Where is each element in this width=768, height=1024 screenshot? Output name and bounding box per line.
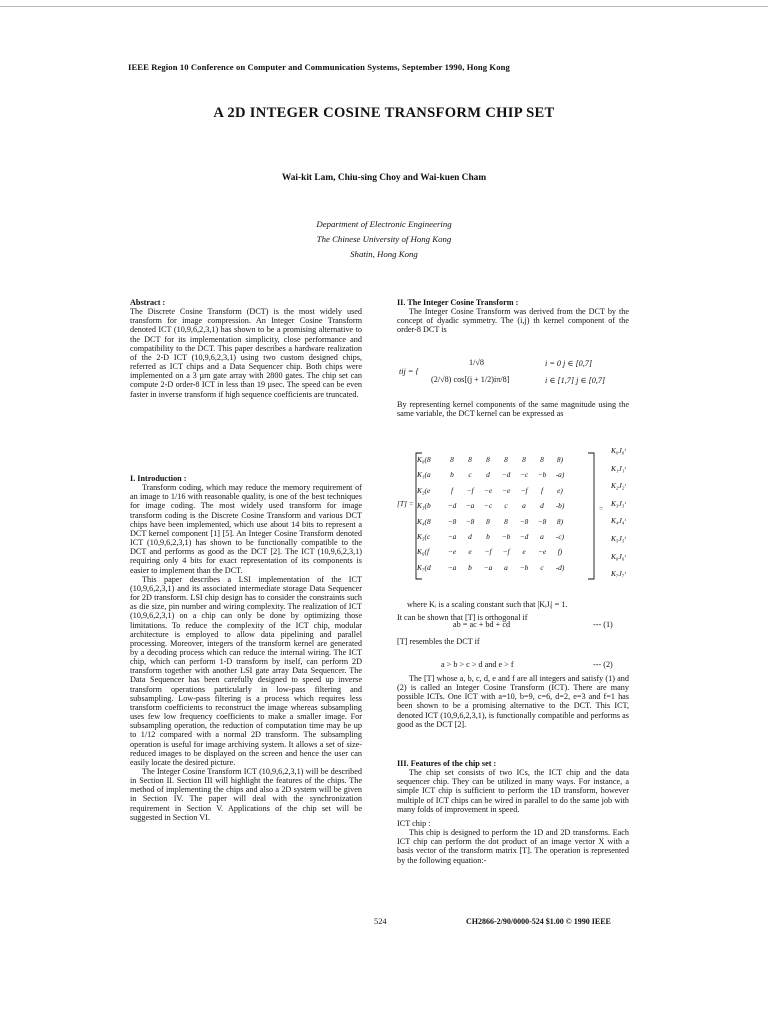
matrix-cell: c [468,470,472,480]
features-paragraph-2: This chip is designed to perform the 1D and 2D transforms. Each ICT chip can perform the dot product of an image vector X with a basis vector of the transform matrix [T]. The operation is represented by the following equation:- [397,828,629,865]
affiliation-univ: The Chinese University of Hong Kong [316,234,452,244]
ict-chip-label: ICT chip : [397,818,431,828]
top-rule [0,6,768,7]
matrix-cell: f [540,485,544,495]
formula-case-1-cond: i = 0 j ∈ [0,7] [545,359,593,368]
matrix-cell: 8 [540,455,544,464]
matrix-cell: −8 [465,516,475,526]
matrix-cell: K₄(8 [417,516,431,526]
kk-entry: K₄J₄ᵗ [611,516,626,526]
features-section [397,759,629,865]
formula-case-2: (2/√8) cos[(j + 1/2)iπ/8] [431,375,510,384]
matrix-row [417,501,569,510]
kk-entry: K₂J₂ᵗ [611,481,626,491]
matrix-cell: K₆(f [417,547,430,557]
matrix-cell: 8 [486,516,490,526]
matrix-cell: 8 [450,455,454,464]
features-paragraph-1: The chip set consists of two ICs, the ICT chip and the data sequencer chip. They can be utilized in many ways. For instance, a simple ICT chip is sufficient to perform the 1D transform, however multiple of ICT chips can be wired in parallel to do the same job with many folds of improvement in speed. [397,768,629,814]
matrix-cell: K₀(8 [417,455,431,464]
matrix-cell: f) [557,547,563,557]
where-line: where Kᵢ is a scaling constant such that |KᵢJᵢ| = 1. [407,600,568,609]
matrix-cell: 8 [522,455,526,464]
kk-entry: K₇J₇ᵗ [611,569,626,579]
matrix-cell: −d [519,532,529,541]
intro-paragraph-3: The Integer Cosine Transform ICT (10,9,6,2,3,1) will be described in Section II. Section III will highlight the features of the chips. The method of implementing the chips and also a 2D system will be given in Section IV. The paper will deal with the synchronization requirement in Section V. Applications of the chip set will be suggested in Section VI. [130,767,362,822]
matrix-cell: −c [483,501,493,511]
kernel-matrix [397,446,637,587]
ict-paragraph-2: By representing kernel components of the same magnitude using the same variable, the DCT kernel can be expressed as [397,400,629,419]
matrix-cell: -a) [555,470,565,480]
affiliation-place: Shatin, Hong Kong [350,249,418,259]
matrix-cell: −f [466,485,474,495]
affiliation-dept: Department of Electronic Engineering [316,219,452,229]
intro-paragraph-2: This paper describes a LSI implementation of the ICT (10,9,6,2,3,1) and its associated intermediate storage Data Sequencer for 2D transform. LSI chip design has to consider the constraints such as die size, pin number and wiring complexity. The realization of ICT (10,9,6,2,3,1) on a chip can only be done by optimizing those limitations. To reduce the complexity of the ICT chip, modular architecture is employed to allow data pipelining and parallel processing. Moreover, integers of the transform kernel are generated by a decoding process which can reduce the internal wiring. The ICT chip, which can perform 1-D transform by itself, can perform 2D transform together with another LSI gate array Data Sequencer. The Data Sequencer has been carefully designed to speed up inverse transform operations particularly in low-pass filtering and subsampling. Low-pass filtering is a process which requires less transform coefficients to reconstruct the image whereas subsampling uses few low frequency coefficients to make a smaller image. For subsampling operation, the reduction of computation time may be up to 1/12 compared with a normal 2D transform. The subsampling operation is useful for image archiving system. It allows a set of size-reduced images to be displayed on the screen and hence the user can easily locate the desired picture. [130,574,362,767]
matrix-cell: b [486,532,490,541]
matrix-cell: −e [447,547,457,557]
matrix-T-label: [T] = [397,499,414,508]
matrix-cell: 8 [468,455,472,464]
matrix-cell: f [450,485,454,495]
abstract-heading: Abstract : [130,298,166,307]
matrix-cell: −8 [519,516,529,526]
matrix-cell: K₅(c [417,532,431,541]
matrix-cell: d [540,501,544,511]
matrix-row [417,470,569,479]
ict-heading: II. The Integer Cosine Transform : [397,298,519,307]
matrix-cell: e) [557,485,563,495]
matrix-cell: K₃(b [417,501,431,511]
conference-header: IEEE Region 10 Conference on Computer and Communication Systems, September 1990, Hong Kong [128,62,510,72]
intro-heading: I. Introduction : [130,474,187,483]
matrix-cell: −8 [537,516,547,526]
equation-1: ab = ac + bd + cd [453,620,511,629]
matrix-row [417,517,569,526]
matrix-cell: −f [520,485,528,495]
tij-label: tij = { [399,367,419,376]
formula-case-2-cond: i ∈ [1,7] j ∈ [0,7] [545,376,606,385]
intro-paragraph-1: Transform coding, which may reduce the memory requirement of an image to 1/16 with reasonable quality, is one of the best techniques for image coding. The most widely used transform for image transform coding is the Discrete Cosine Transform and various DCT chips have been implemented, which use about 14 bits to represent a DCT kernel component [1] [5]. An Integer Cosine Transform denoted ICT (10,9,6,2,3,1) has shown to be functionally compatible to the DCT and performs as good as the DCT [2]. The ICT (10,9,6,2,3,1) requiring only 4 bits for exact representation of its components is easier to implement than the DCT. [130,483,362,575]
matrix-cell: d [468,532,472,541]
matrix-cell: d [486,470,490,480]
authors: Wai-kit Lam, Chiu-sing Choy and Wai-kuen Cham [281,173,487,183]
matrix-cell: −a [483,562,493,572]
matrix-cell: −e [501,485,511,495]
page-number: 524 [374,917,387,926]
matrix-cell: 8 [504,455,508,464]
matrix-row [417,532,569,541]
matrix-cell: a [522,501,526,511]
orthogonal-line: It can be shown that [T] is orthogonal if [397,613,528,623]
matrix-cell: -b) [555,501,565,511]
matrix-cell: c [540,562,544,572]
matrix-cell: −e [537,547,547,557]
kk-entry: K₅J₅ᵗ [611,534,626,543]
matrix-cell: 8) [556,516,564,526]
matrix-cell: −b [501,532,511,541]
matrix-cell: K₂(e [417,485,431,495]
ict-section [397,298,629,335]
matrix-cell: 8) [556,455,564,464]
resembles-line: [T] resembles the DCT if [397,637,480,646]
introduction-section [130,474,362,822]
matrix-right-bracket [587,452,595,580]
matrix-cell: −a [465,501,475,511]
matrix-cell: b [450,470,454,480]
matrix-cell: c [504,501,508,511]
matrix-cell: −a [447,562,457,572]
matrix-cell: K₇(d [417,562,431,572]
matrix-cell: −c [519,470,529,480]
matrix-cell: −d [501,470,511,480]
matrix-cell: -d) [555,562,565,572]
matrix-cell: -c) [555,532,565,541]
matrix-row [417,455,569,464]
matrix-cell: −b [537,470,547,480]
matrix-cell: −b [519,562,529,572]
copyright-code: CH2866-2/90/0000-524 $1.00 © 1990 IEEE [466,917,611,926]
kk-entry: K₃J₃ᵗ [611,498,626,508]
equation-1-number: --- (1) [593,620,613,629]
paper-title: A 2D INTEGER COSINE TRANSFORM CHIP SET [213,105,555,121]
matrix-row [417,486,569,495]
abstract-text: The Discrete Cosine Transform (DCT) is the most widely used transform for image compression. An Integer Cosine Transform denoted ICT (10,9,6,2,3,1) has shown to be a promising alternative to the DCT for its implementation simplicity, close performance and compatibility to the DCT. This paper describes a hardware realization of the 2-D ICT (10,9,6,2,3,1) using two custom designed chips, referred as ICT chips and a Data Sequencer chip. Both chips were implemented on a 3 µm gate array with 2800 gates. The chip set can compute 2-D order-8 ICT in less than 19 µsec. The speed can be even faster in inverse transform if high sequence coefficients are truncated. [130,307,362,399]
kk-entry: K₆J₆ᵗ [611,551,626,561]
matrix-cell: −d [447,501,457,511]
matrix-row [417,563,569,572]
matrix-cell: 8 [486,455,490,464]
matrix-cell: −f [484,547,492,557]
matrix-cell: e [468,547,472,557]
ict-paragraph-3-block [397,674,629,729]
ict-paragraph-3: The [T] whose a, b, c, d, e and f are all integers and satisfy (1) and (2) is called an Integer Cosine Transform (ICT). There are many possible ICTs. One ICT with a=10, b=9, c=6, d=2, e=3 and f=1 has been shown to be a promising alternative to the DCT. This ICT, denoted ICT (10,9,6,2,3,1), is functionally compatible and performs as good as the DCT [2]. [397,674,629,729]
equation-2-number: --- (2) [593,660,613,669]
matrix-equals: = [599,504,604,513]
affiliation [0,217,768,262]
matrix-cell: a [504,562,508,572]
matrix-cell: −8 [447,516,457,526]
features-heading: III. Features of the chip set : [397,759,497,768]
kk-entry: K₀J₀ᵗ [611,446,626,455]
matrix-cell: e [522,547,526,557]
matrix-row [417,547,569,556]
matrix-cell: −f [502,547,510,557]
matrix-cell: −a [447,532,457,541]
matrix-cell: b [468,562,472,572]
ict-conditions [397,600,629,622]
ict-paragraph-1: The Integer Cosine Transform was derived from the DCT by the concept of dyadic symmetry. The (i,j) th kernel component of the order-8 DCT is [397,307,629,335]
matrix-cell: 8 [504,516,508,526]
matrix-cell: K₁(a [417,470,431,480]
matrix-cell: a [540,532,544,541]
equation-2: a > b > c > d and e > f [441,660,514,669]
kk-entry: K₁J₁ᵗ [611,463,626,473]
ict-paragraph-2-block [397,400,629,418]
abstract-section [130,298,362,399]
dct-kernel-formula [399,358,639,388]
formula-case-1: 1/√8 [469,358,484,367]
matrix-cell: −e [483,485,493,495]
